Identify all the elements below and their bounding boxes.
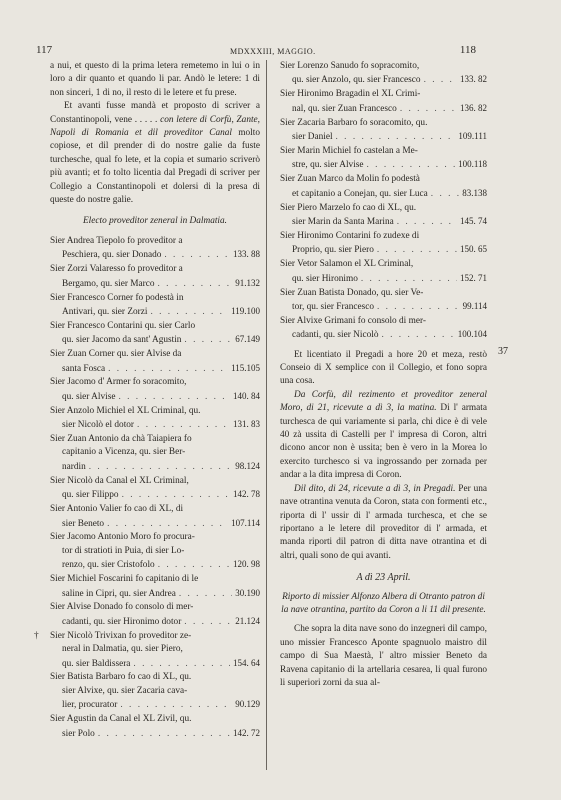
entry-last-line (50, 698, 260, 712)
vote-count: 100.118 (458, 159, 487, 170)
report-title: Riporto di missier Alfonzo Albera di Otranto patron di la nave otrantina, partito da Coron a li 11 dil presente. (281, 591, 486, 615)
entry-last-line (280, 130, 487, 144)
entry-lineage: Proprio, qu. sier Piero (292, 245, 374, 256)
leader-dots (137, 419, 230, 432)
entry-name: Sier Michiel Foscarini fo capitanio di le (50, 574, 199, 585)
entry-name: Sier Nicolò da Canal el XL Criminal, (50, 475, 189, 486)
list-item (280, 202, 487, 230)
entry-name: Sier Vetor Salamon el XL Criminal, (280, 259, 414, 270)
entry-lineage: Bergamo, qu. sier Marco (62, 278, 155, 289)
entry-name: Sier Agustin da Canal el XL Zivil, qu. (50, 714, 192, 725)
list-item (280, 258, 487, 286)
vote-count: 109.111 (458, 131, 487, 142)
leader-dots (400, 103, 457, 116)
entry-lineage: sier Beneto (62, 518, 105, 529)
entry-lineage: sier Polo (62, 728, 95, 739)
vote-count: 136. 82 (460, 102, 487, 113)
entry-last-line (50, 727, 260, 741)
entry-continuation: sier Alvixe, qu. sier Zacaria cava- (62, 685, 188, 696)
entry-name: Sier Zuan Marco da Molin fo podestà (280, 174, 420, 185)
entry-lineage: nal, qu. sier Zuan Francesco (292, 103, 397, 114)
left-entry-list (34, 235, 260, 741)
vote-count: 133. 88 (233, 249, 260, 260)
right-column (280, 60, 487, 690)
vote-count: 30.190 (235, 587, 260, 598)
entry-lineage: stre, qu. sier Alvise (292, 160, 364, 171)
intro-paragraph-2: Et avanti fusse mandà et proposto di scriver a Constantinopoli, vene . . . . . con letere di Corfù, Zante, Napoli di Romania et dil proveditor Canal molto copiose, et dil prender di do nostre galie da fuste turchesche, qual fo lete, et la copia et sumario scriverò più avanti; et fo tolto licentia dal Pregadi di scriver per Collegio a Constantinopoli et dolersi di la presa di queste do nostre galie. (50, 101, 261, 206)
entry-continuation: tor di stratioti in Puia, di sier Lo- (62, 545, 185, 556)
entry-name: Sier Francesco Contarini qu. sier Carlo (50, 320, 196, 331)
entry-lineage: sier Nicolò el dotor (62, 420, 135, 431)
list-item (50, 503, 260, 531)
list-item (50, 573, 260, 601)
running-title: MDXXXIII, MAGGIO. (230, 47, 316, 56)
entry-name: Sier Zuan Corner qu. sier Alvise da (50, 349, 182, 360)
entry-lineage: nardin (62, 461, 86, 472)
list-item (50, 671, 260, 712)
entry-name: Sier Batista Barbaro fo cao di XL, qu. (50, 672, 192, 683)
entry-lineage: qu. sier Anzolo, qu. sier Francesco (292, 75, 421, 86)
entry-name: Sier Alvixe Grimani fo consolo di mer- (280, 315, 426, 326)
list-item (50, 292, 260, 320)
list-item (50, 376, 260, 404)
leader-dots (133, 658, 230, 671)
leader-dots (397, 216, 457, 229)
list-item (50, 433, 260, 474)
leader-dots (89, 461, 232, 474)
entry-lineage: qu. sier Hironimo (292, 273, 358, 284)
entry-last-line (50, 615, 260, 629)
leader-dots (367, 159, 456, 172)
leader-dots (382, 329, 455, 342)
list-item (280, 230, 487, 258)
entry-last-line (280, 158, 487, 172)
left-column (34, 60, 261, 742)
paragraph-corfu: Da Corfù, dil rezimento et proveditor zeneral Moro, di 21, ricevute a dì 3, la matina. Di l' armata turchesca de qui variamente si parla, chi dice è di vele 40 zà ussita di Castelli per l' impresa di Coron, altri dicono ancor non è ussita; ben è vero in la Morea lo exercito turchesco si va ingrossando per zornada per andar a la dita impresa di Coron. (280, 389, 487, 481)
entry-last-line (280, 243, 487, 257)
vote-count: 119.100 (231, 305, 260, 316)
entry-lineage: et capitanio a Conejan, qu. sier Luca (292, 188, 428, 199)
entry-lineage: sier Daniel (292, 132, 333, 143)
entry-continuation: capitanio a Vicenza, qu. sier Ber- (62, 447, 186, 458)
intro-paragraph-1: a nui, et questo di la prima letera remetemo in lui o in loro a dir quanto et quando li par. Andò le letere: 1 di non sinceri, 1 di no, il resto di le letere et fu prese. (50, 61, 260, 98)
vote-count: 150. 65 (460, 244, 487, 255)
vote-count: 142. 78 (233, 489, 260, 500)
entry-name: Sier Antonio Valier fo cao di XL, di (50, 504, 184, 515)
section-title: Electo proveditor zeneral in Dalmatia. (83, 216, 227, 227)
leader-dots (108, 363, 228, 376)
entry-lineage: santa Fosca (62, 363, 106, 374)
list-item (50, 235, 260, 263)
leader-dots (120, 699, 232, 712)
vote-count: 120. 98 (233, 559, 260, 570)
list-item (50, 713, 260, 741)
entry-name: Sier Zuan Batista Donado, qu. sier Ve- (280, 287, 424, 298)
leader-dots (184, 616, 232, 629)
vote-count: 142. 72 (233, 727, 260, 738)
entry-name: Sier Andrea Tiepolo fo proveditor a (50, 235, 183, 246)
entry-name: Sier Alvise Donado fo consolo di mer- (50, 602, 194, 613)
column-divider (266, 60, 267, 770)
entry-last-line (50, 558, 260, 572)
paragraph-report: Che sopra la dita nave sono do inzegneri dil campo, uno missier Francesco Aponte spagnuolo maistro dil campo di Sua Maestà, l' altro missier Beneto da Ravena capitanio di la artellaria cesarea, li qual furono li superiori zorni da sua al- (280, 624, 487, 688)
list-item (50, 531, 260, 572)
entry-lineage: cadanti, qu. sier Hironimo dotor (62, 616, 182, 627)
vote-count: 83.138 (462, 187, 487, 198)
margin-number: 37 (498, 346, 508, 357)
entry-lineage: qu. sier Alvise (62, 391, 116, 402)
paragraph-licentiato: Et licentiato il Pregadi a hore 20 et meza, restò Conseio di X semplice con il Collegio, et fono sopra una cosa. (280, 349, 487, 387)
page-number-left: 117 (36, 44, 53, 56)
entry-last-line (50, 587, 260, 601)
leader-dots (158, 278, 233, 291)
entry-name: Sier Hironimo Bragadin el XL Crimi- (280, 89, 421, 100)
leader-dots (424, 74, 457, 87)
vote-count: 154. 64 (233, 657, 260, 668)
leader-dots (431, 188, 459, 201)
leader-dots (377, 244, 457, 257)
entry-last-line (280, 328, 487, 342)
entry-lineage: Antivari, qu. sier Zorzi (62, 306, 148, 317)
entry-continuation: neral in Dalmatia, qu. sier Piero, (62, 644, 183, 655)
leader-dots (107, 518, 228, 531)
list-item (50, 601, 260, 629)
leader-dots (361, 273, 457, 286)
entry-last-line (280, 187, 487, 201)
entry-lineage: saline in Cipri, qu. sier Andrea (62, 588, 176, 599)
entry-name: Sier Jacomo Antonio Moro fo procura- (50, 532, 195, 543)
list-item (280, 173, 487, 201)
vote-count: 140. 84 (233, 390, 260, 401)
leader-dots (179, 588, 232, 601)
entry-last-line (280, 272, 487, 286)
dagger-mark: † (34, 630, 39, 641)
vote-count: 98.124 (235, 460, 260, 471)
vote-count: 145. 74 (460, 215, 487, 226)
list-item (34, 630, 260, 671)
list-item (50, 475, 260, 503)
entry-last-line (280, 73, 487, 87)
list-item (280, 117, 487, 145)
entry-last-line (50, 305, 260, 319)
entry-name: Sier Zuan Antonio da chà Taiapiera fo (50, 434, 192, 445)
leader-dots (118, 391, 230, 404)
entry-last-line (50, 333, 260, 347)
vote-count: 152. 71 (460, 272, 487, 283)
entry-name: Sier Zacaria Barbaro fo soracomito, qu. (280, 117, 428, 128)
entry-name: Sier Zorzi Valaresso fo proveditor a (50, 264, 183, 275)
entry-lineage: qu. sier Filippo (62, 490, 119, 501)
leader-dots (150, 306, 228, 319)
vote-count: 67.149 (235, 334, 260, 345)
vote-count: 100.104 (457, 329, 487, 340)
vote-count: 131. 83 (233, 419, 260, 430)
entry-lineage: qu. sier Baldissera (62, 658, 131, 669)
entry-last-line (50, 460, 260, 474)
paragraph-dil-dito: Dil dito, di 24, ricevute a dì 3, in Pregadi. Per una nave otrantina venuta da Coron, stata con formenti etc., riporta di l' ussir di l' armada turchesca, et che se riportano a le letere dil proveditor di l' armada, et manda riporti dil patron di ditta nave otrantina et di altri, quali sono de qui avanti. (280, 483, 488, 561)
vote-count: 21.124 (235, 615, 260, 626)
list-item (50, 320, 260, 348)
vote-count: 107.114 (231, 517, 260, 528)
entry-lineage: renzo, qu. sier Cristofolo (62, 560, 155, 571)
list-item (280, 287, 487, 315)
list-item (50, 405, 260, 433)
page-number-right: 118 (459, 44, 476, 56)
leader-dots (158, 559, 230, 572)
entry-lineage: cadanti, qu. sier Nicolò (292, 330, 379, 341)
leader-dots (164, 249, 230, 262)
entry-name: Sier Lorenzo Sanudo fo sopracomito, (280, 61, 420, 71)
entry-lineage: sier Marin da Santa Marina (292, 216, 394, 227)
entry-name: Sier Nicolò Trivixan fo proveditor ze- (50, 630, 192, 641)
entry-last-line (50, 517, 260, 531)
entry-last-line (50, 248, 260, 262)
entry-last-line (280, 215, 487, 229)
vote-count: 99.114 (462, 300, 487, 311)
leader-dots (122, 489, 230, 502)
entry-lineage: tor, qu. sier Francesco (292, 301, 374, 312)
entry-lineage: Peschiera, qu. sier Donado (62, 250, 162, 261)
vote-count: 133. 82 (460, 74, 487, 85)
list-item (280, 145, 487, 173)
leader-dots (336, 131, 456, 144)
vote-count: 91.132 (235, 277, 260, 288)
date-heading: A dì 23 April. (356, 572, 411, 584)
entry-last-line (280, 300, 487, 314)
leader-dots (98, 728, 230, 741)
list-item (280, 315, 487, 343)
entry-name: Sier Hironimo Contarini fo zudexe di (280, 230, 420, 241)
list-item (50, 348, 260, 376)
vote-count: 90.129 (235, 699, 260, 710)
entry-name: Sier Anzolo Michiel el XL Criminal, qu. (50, 405, 201, 416)
entry-name: Sier Francesco Corner fo podestà in (50, 292, 184, 303)
right-entry-list (280, 60, 487, 343)
entry-lineage: qu. sier Jacomo da sant' Agustin (62, 335, 182, 346)
list-item (280, 88, 487, 116)
entry-last-line (50, 277, 260, 291)
vote-count: 115.105 (231, 362, 260, 373)
entry-lineage: lier, procurator (62, 700, 118, 711)
leader-dots (184, 334, 232, 347)
entry-last-line (50, 418, 260, 432)
list-item (50, 263, 260, 291)
entry-last-line (50, 362, 260, 376)
entry-last-line (50, 390, 260, 404)
entry-name: Sier Jacomo d' Armer fo soracomito, (50, 377, 187, 388)
entry-last-line (280, 102, 487, 116)
list-item (280, 60, 487, 88)
entry-name: Sier Piero Marzelo fo cao di XL, qu. (280, 202, 417, 213)
entry-last-line (50, 488, 260, 502)
leader-dots (377, 301, 460, 314)
entry-last-line (50, 657, 260, 671)
entry-name: Sier Marin Michiel fo castelan a Me- (280, 145, 418, 156)
